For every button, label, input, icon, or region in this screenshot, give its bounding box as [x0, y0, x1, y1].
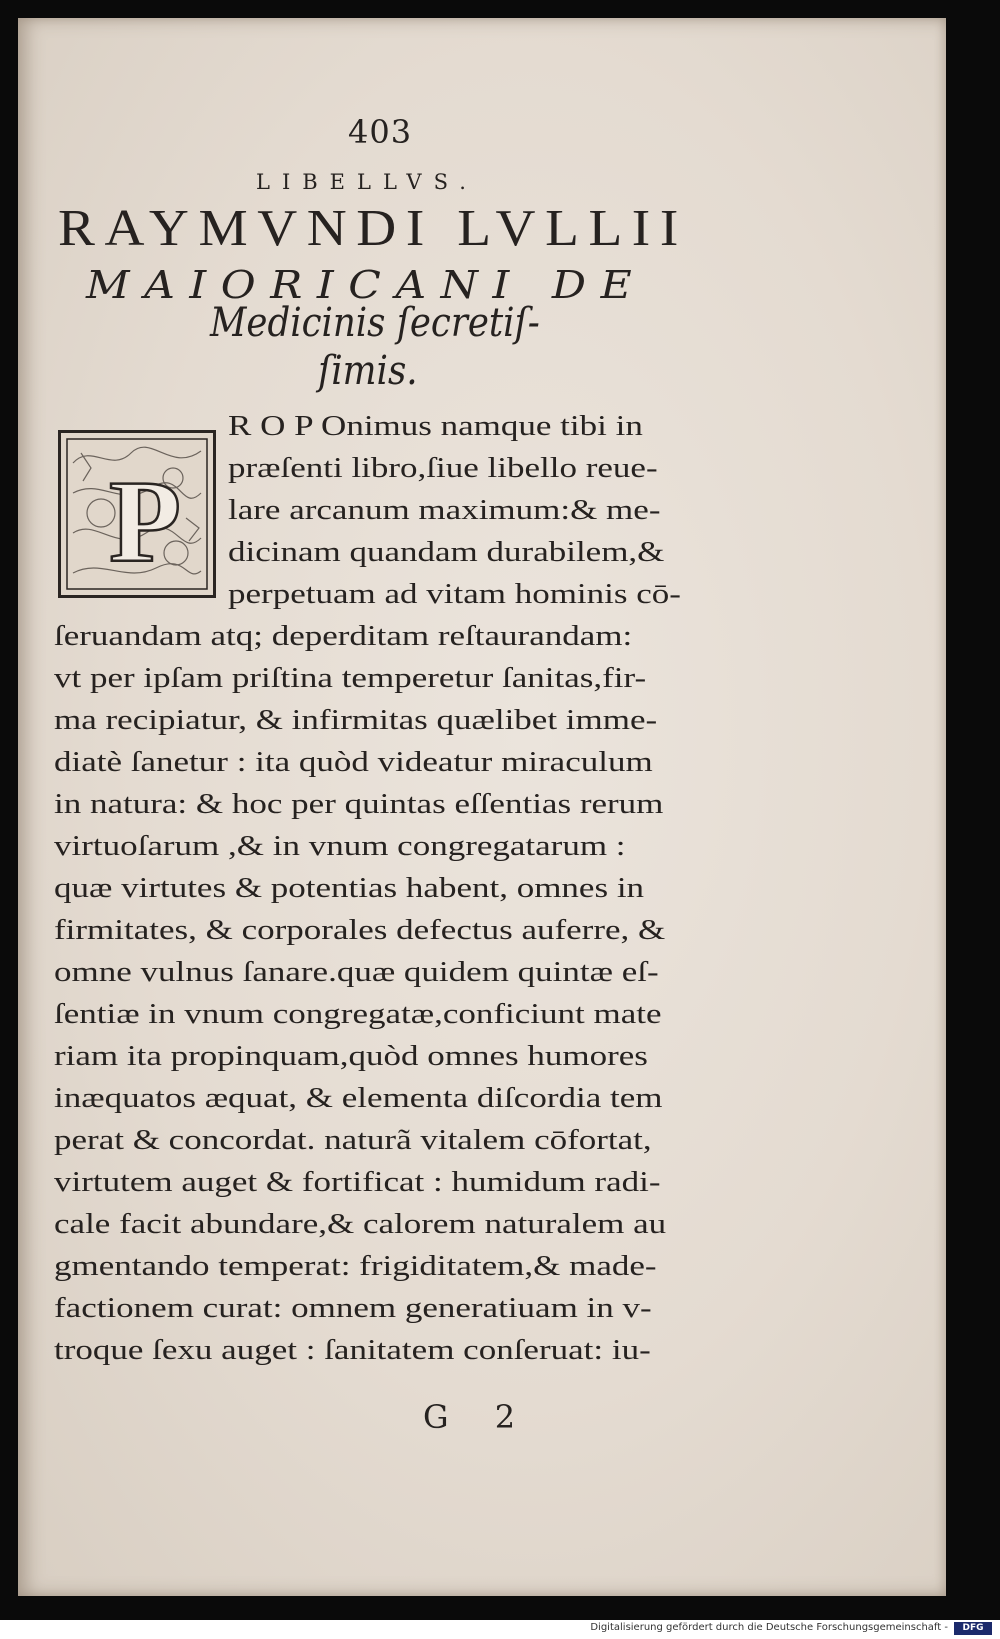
book-page [18, 18, 946, 1596]
decorated-initial-ornament [61, 433, 213, 595]
text-line: inæquatos æquat, & elementa diſcordia tem [54, 1083, 663, 1114]
text-line: lare arcanum maximum:& me- [228, 495, 661, 526]
title-line-4: ſimis. [318, 348, 418, 394]
text-line: virtuoſarum ,& in vnum congregatarum : [54, 831, 626, 862]
text-line: troque ſexu auget : ſanitatem conſeruat: iu- [54, 1335, 651, 1366]
text-line: factionem curat: omnem generatiuam in v- [54, 1293, 652, 1324]
text-line: vt per ipſam priſtina temperetur ſanitas,fir- [54, 663, 647, 694]
text-line: in natura: & hoc per quintas eſſentias rerum [54, 789, 664, 820]
title-line-1: RAYMVNDI LVLLII [58, 200, 688, 257]
decorated-initial-p [58, 430, 216, 598]
text-line: riam ita propinquam,quòd omnes humores [54, 1041, 648, 1072]
text-line: quæ virtutes & potentias habent, omnes in [54, 873, 645, 904]
text-line: perat & concordat. naturã vitalem cōfortat, [54, 1125, 652, 1156]
signature-mark: G 2 [423, 1398, 534, 1436]
text-line: gmentando temperat: frigiditatem,& made- [54, 1251, 657, 1282]
text-line: perpetuam ad vitam hominis cō- [228, 579, 681, 610]
footer-credit: Digitalisierung gefördert durch die Deutsche Forschungsgemeinschaft - [590, 1622, 948, 1633]
text-line: ſentiæ in vnum congregatæ,conficiunt mate [54, 999, 662, 1030]
text-line: virtutem auget & fortificat : humidum radi- [54, 1167, 661, 1198]
text-line: diatè ſanetur : ita quòd videatur miraculum [54, 747, 653, 778]
text-line: cale facit abundare,& calorem naturalem au [54, 1209, 667, 1240]
dfg-logo: DFG [954, 1622, 992, 1635]
title-line-2: MAIORICANI DE [86, 263, 647, 307]
text-line: R O P Onimus namque tibi in [228, 411, 643, 442]
text-line: omne vulnus ſanare.quæ quidem quintæ eſ- [54, 957, 659, 988]
page-number: 403 [348, 113, 413, 151]
text-line: ma recipiatur, & infirmitas quælibet imme- [54, 705, 658, 736]
drop-cap-letter: P [109, 456, 182, 587]
text-line: ſeruandam atq; deperditam reſtaurandam: [54, 621, 633, 652]
text-line: firmitates, & corporales defectus auferre, & [54, 915, 666, 946]
running-head: LIBELLVS. [256, 170, 478, 194]
title-line-3: Medicinis ſecretiſ- [210, 300, 540, 346]
text-line: præſenti libro,ſiue libello reue- [228, 453, 658, 484]
text-line: dicinam quandam durabilem,& [228, 537, 665, 568]
